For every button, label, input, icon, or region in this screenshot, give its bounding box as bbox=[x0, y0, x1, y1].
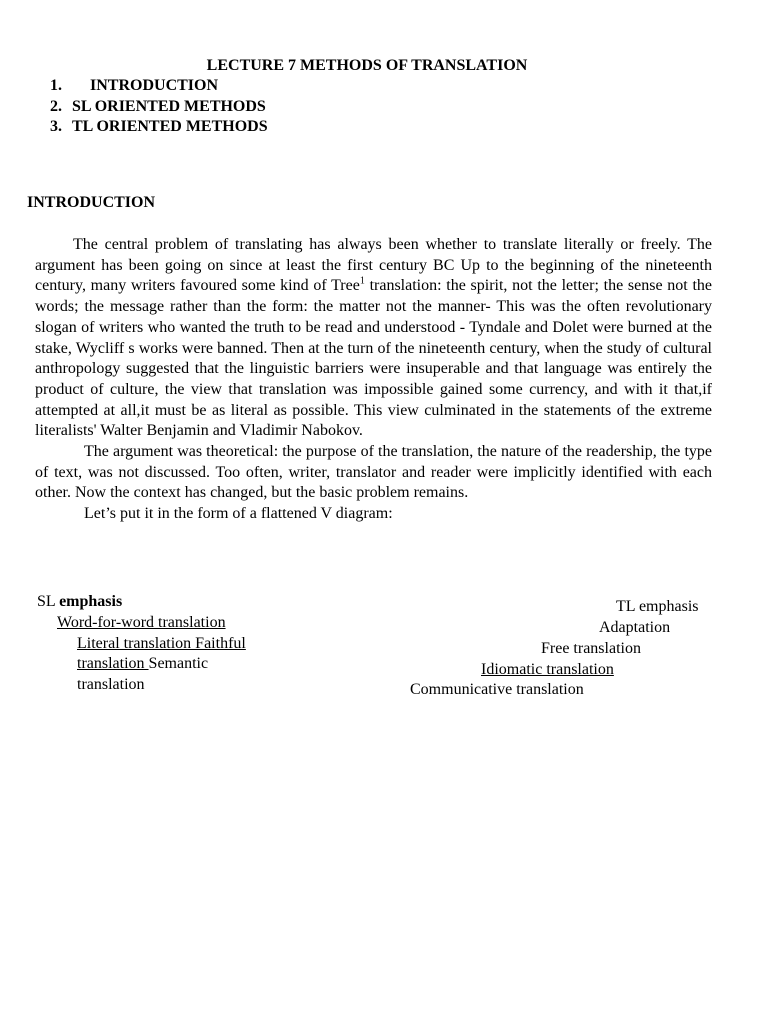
semantic-word: Semantic bbox=[148, 655, 209, 672]
toc-item bbox=[50, 97, 268, 118]
section-heading: INTRODUCTION bbox=[27, 194, 156, 211]
toc-item-number: 1. bbox=[50, 77, 62, 94]
sl-emphasis-label bbox=[37, 592, 122, 613]
free-translation: Free translation bbox=[541, 640, 641, 657]
semantic-translation-word: translation bbox=[77, 676, 145, 693]
paragraph: The argument was theoretical: the purpose of the translation, the nature of the readership, the type of text, was not discussed. Too often, writer, translator and reader were implicitly identified with each other. Now the context has changed, but the basic problem remains. bbox=[35, 443, 712, 502]
faithful-semantic-line bbox=[77, 654, 208, 675]
communicative-translation: Communicative translation bbox=[410, 681, 584, 698]
tl-emphasis-label: TL emphasis bbox=[616, 598, 699, 615]
toc-item bbox=[50, 117, 268, 138]
sl-prefix: SL bbox=[37, 593, 56, 610]
toc-item-label: SL ORIENTED METHODS bbox=[72, 97, 266, 115]
table-of-contents bbox=[50, 76, 268, 138]
toc-item bbox=[50, 76, 268, 97]
paragraph: Let’s put it in the form of a flattened V diagram: bbox=[84, 505, 393, 523]
footnote-marker: 1 bbox=[359, 276, 365, 288]
faithful-translation-word: translation bbox=[77, 655, 149, 672]
body-text bbox=[35, 235, 712, 525]
toc-item-label: INTRODUCTION bbox=[90, 77, 219, 94]
word-for-word-translation: Word-for-word translation bbox=[57, 614, 226, 631]
paragraph-text: The central problem of translating has always been whether to translate literally or freely. The argument has been going on since at least the first century BC Up to the beginning of the nineteenth century, many writers favoured some kind of Tree bbox=[35, 236, 712, 295]
literal-faithful-translation: Literal translation Faithful bbox=[77, 635, 246, 652]
toc-item-label: TL ORIENTED METHODS bbox=[72, 118, 268, 135]
paragraph bbox=[35, 235, 712, 442]
lecture-title: LECTURE 7 METHODS OF TRANSLATION bbox=[206, 57, 528, 74]
toc-item-number: 3. bbox=[50, 118, 62, 135]
adaptation: Adaptation bbox=[599, 619, 671, 636]
sl-emphasis-word: emphasis bbox=[59, 593, 123, 610]
paragraph-text: translation: the spirit, not the letter; the sense not the words; the message rather than the form: the matter not the manner- This was the often revolutionary slogan of writers who wanted the truth to be read and understood - Tyndale and Dolet were burned at the stake, Wycliff s works were banned. Then at the turn of the nineteenth century, when the study of cultural anthropology suggested that the linguistic barriers were insuperable and that language was entirely the product of culture, the view that translation was impossible gained some currency, and with it that,if attempted at all,it must be as literal as possible. This view culminated in the statements of the extreme literalists' Walter Benjamin and Vladimir Nabokov. bbox=[35, 277, 712, 440]
idiomatic-translation: Idiomatic translation bbox=[481, 661, 614, 678]
toc-item-number: 2. bbox=[50, 97, 62, 115]
